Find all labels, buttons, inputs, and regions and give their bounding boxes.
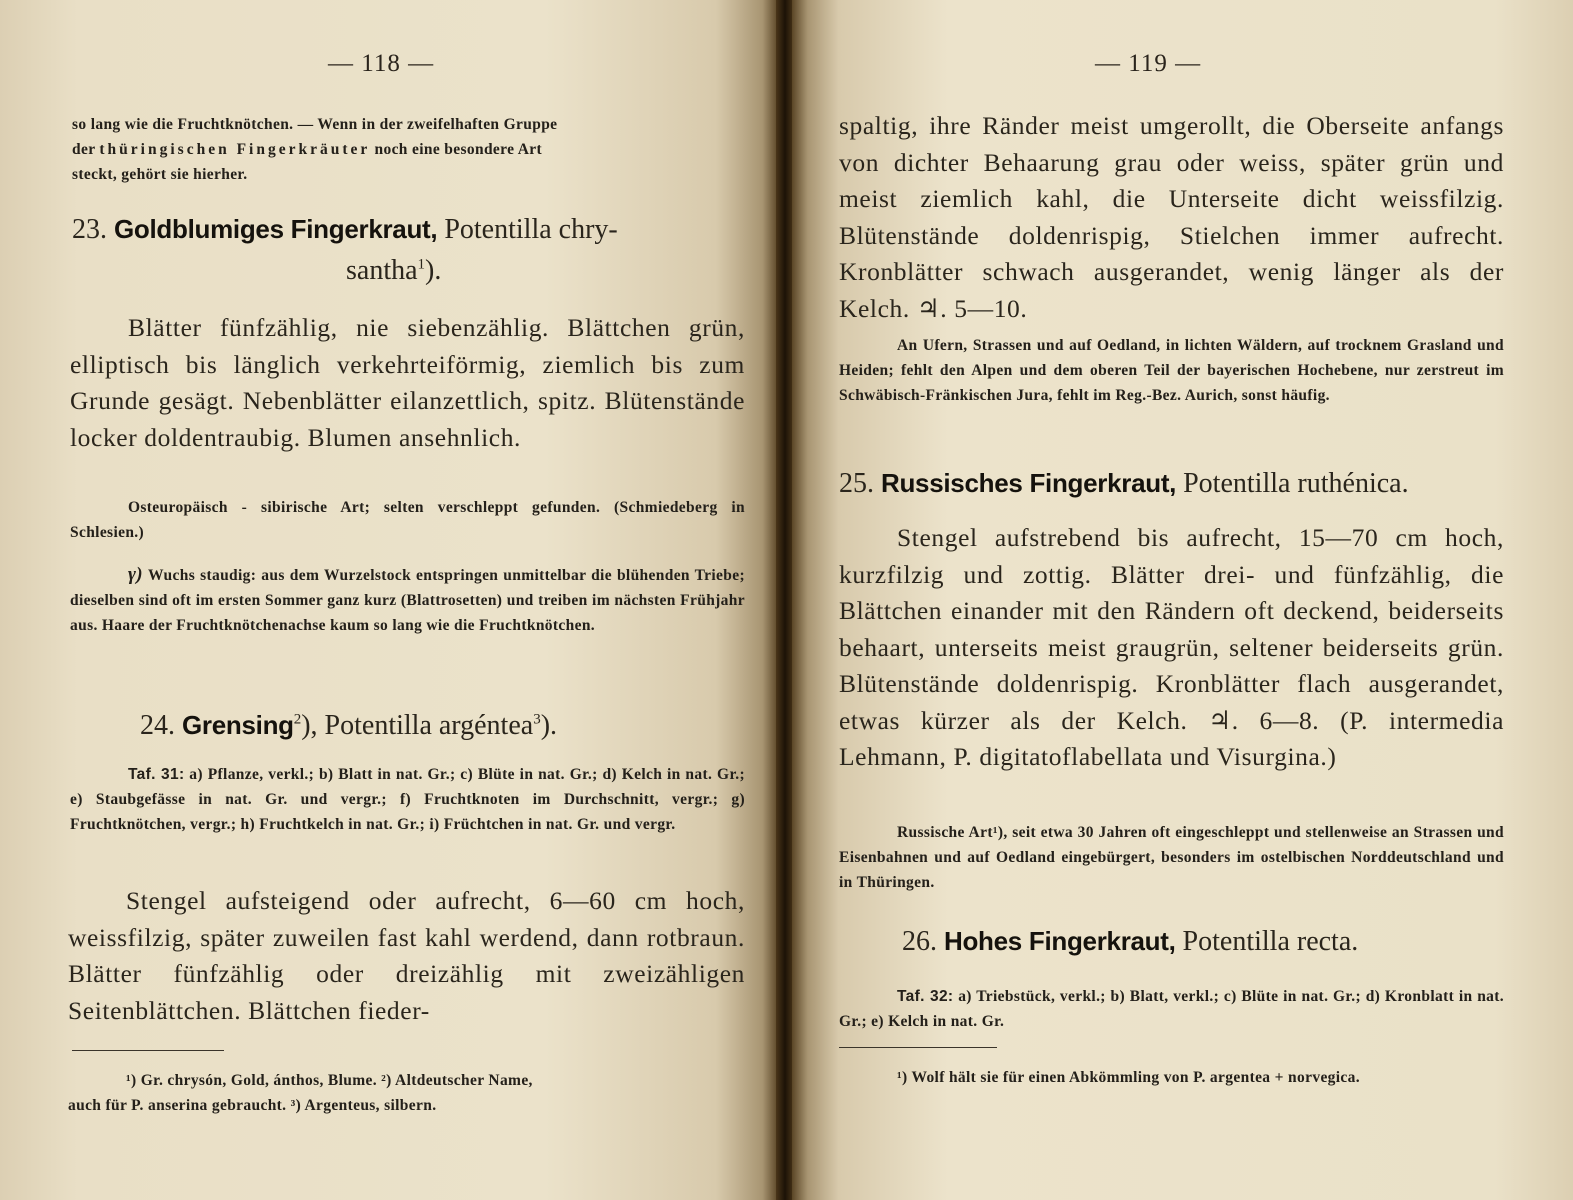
intro-line-2 [72, 137, 744, 162]
intro-spaced-term: thüringischen Fingerkräuter [99, 141, 371, 158]
section-25-latin: Potentilla ruthénica. [1183, 468, 1409, 499]
left-page [0, 0, 778, 1200]
footnote-ref-1: 1 [417, 256, 426, 273]
continued-description: spaltig, ihre Ränder meist umgerollt, die Oberseite anfangs von dichter Behaarung grau oder weiss, später grün und meist ziemlich kahl, die Unterseite dicht weissfilzig. Blütenstände doldenrispig, Stielchen immer aufrecht. Kronblätter schwach ausgerandet, wenig länger als der Kelch. ♃. 5—10. [839, 111, 1504, 323]
section-23-description: Blätter fünfzählig, nie siebenzählig. Blättchen grün, elliptisch bis länglich verkehrteiförmig, ziemlich bis zum Grunde gesägt. Nebenblätter eilanzettlich, spitz. Blütenstände locker doldentraubig. Blumen ansehnlich. [70, 313, 745, 452]
right-page [792, 0, 1573, 1200]
section-26-name: Hohes Fingerkraut, [944, 926, 1176, 956]
intro-line-1: so lang wie die Fruchtknötchen. — Wenn in der zweifelhaften Gruppe [72, 116, 558, 133]
section-24-number: 24. [140, 710, 175, 741]
gamma-text: Wuchs staudig: aus dem Wurzelstock entspringen unmittelbar die blühenden Triebe; dieselben sind oft im ersten Sommer ganz kurz (Blattrosetten) und treiben im nächsten Frühjahr aus. Haare der Fruchtknötchenachse kaum so lang wie die Fruchtknötchen. [70, 567, 745, 634]
footnote-line-1: ¹) Gr. chrysón, Gold, ánthos, Blume. ²) Altdeutscher Name, [126, 1072, 533, 1089]
section-24-plate-caption [70, 762, 745, 837]
footnotes-left [68, 1068, 746, 1118]
footnote-ref-3: 3 [533, 711, 541, 728]
section-25-number: 25. [839, 468, 874, 499]
page-number-left: — 118 — [328, 50, 435, 77]
plate-32-label: Taf. 32: [897, 988, 954, 1005]
section-23-latin-part-2: santha [346, 255, 418, 286]
intro-line-2-end: noch eine besondere Art [374, 141, 542, 158]
section-26-latin: Potentilla recta. [1182, 926, 1359, 957]
section-23-latin-part-1: Potentilla chry- [444, 214, 618, 245]
footnote-divider-right [839, 1047, 997, 1048]
plate-31-label: Taf. 31: [128, 766, 185, 783]
continued-distribution: An Ufern, Strassen und auf Oedland, in lichten Wäldern, auf trocknem Grasland und Heiden; fehlt den Alpen und dem oberen Teil der bayerischen Hochebene, nur zerstreut im Schwäbisch-Fränkischen Jura, fehlt im Reg.-Bez. Aurich, sonst häufig. [839, 337, 1504, 404]
section-25-heading [839, 468, 1409, 500]
section-25-name: Russisches Fingerkraut, [881, 468, 1177, 498]
gamma-marker: γ) [128, 564, 143, 585]
section-26-number: 26. [902, 926, 937, 957]
page-number-right: — 119 — [1095, 50, 1202, 77]
section-23-heading-cont [346, 255, 441, 287]
section-26-heading [902, 926, 1358, 958]
intro-line-2-start: der [72, 141, 96, 158]
section-26-plate-caption [839, 984, 1504, 1034]
footnote-divider-left [72, 1050, 224, 1051]
footnote-line-2: auch für P. anserina gebraucht. ³) Argenteus, silbern. [68, 1097, 437, 1114]
plate-32-text: a) Triebstück, verkl.; b) Blatt, verkl.; c) Blüte in nat. Gr.; d) Kronblatt in nat. Gr.; e) Kelch in nat. Gr. [839, 988, 1505, 1030]
section-23-number: 23. [72, 214, 107, 245]
intro-line-3: steckt, gehört sie hierher. [72, 166, 248, 183]
footnote-ref-2: 2 [293, 711, 302, 728]
section-23-name: Goldblumiges Fingerkraut, [114, 214, 438, 244]
intro-paragraph [72, 112, 744, 187]
section-24-description: Stengel aufsteigend oder aufrecht, 6—60 cm hoch, weissfilzig, später zuweilen fast kahl werdend, dann rotbraun. Blätter fünfzählig oder dreizählig mit zweizähligen Seitenblättchen. Blättchen fieder- [68, 886, 745, 1025]
plate-31-text: a) Pflanze, verkl.; b) Blatt in nat. Gr.; c) Blüte in nat. Gr.; d) Kelch in nat. Gr.; e) Staubgefässe in nat. Gr. und vergr.; f) Fruchtknoten im Durchschnitt, vergr.; g) Fruchtknötchen, vergr.; h) Fruchtkelch in nat. Gr.; i) Früchtchen in nat. Gr. und vergr. [70, 766, 745, 833]
section-23-distribution: Osteuropäisch - sibirische Art; selten verschleppt gefunden. (Schmiedeberg in Schlesien.) [70, 499, 745, 541]
section-23-heading [72, 214, 618, 246]
section-23-close: ). [425, 255, 442, 286]
gamma-paragraph [70, 562, 745, 638]
section-25-distribution: Russische Art¹), seit etwa 30 Jahren oft eingeschleppt und stellenweise an Strassen und Eisenbahnen und auf Oedland eingebürgert, besonders im ostelbischen Norddeutschland und in Thüringen. [839, 824, 1504, 891]
section-24-heading [140, 710, 557, 742]
section-24-name: Grensing [182, 710, 294, 740]
footnote-right: ¹) Wolf hält sie für einen Abkömmling von P. argentea + norvegica. [897, 1069, 1360, 1086]
section-24-close: ). [540, 710, 558, 741]
section-25-description: Stengel aufstrebend bis aufrecht, 15—70 cm hoch, kurzfilzig und zottig. Blätter drei- und fünfzählig, die Blättchen einander mit den Rändern oft deckend, beiderseits behaart, unterseits meist graugrün, seltener beiderseits grün. Blütenstände doldenrispig. Kronblätter flach ausgerandet, etwas kürzer als der Kelch. ♃. 6—8. (P. intermedia Lehmann, P. digitatoflabellata und Visurgina.) [839, 523, 1504, 771]
section-24-latin: ), Potentilla argéntea [301, 710, 534, 741]
